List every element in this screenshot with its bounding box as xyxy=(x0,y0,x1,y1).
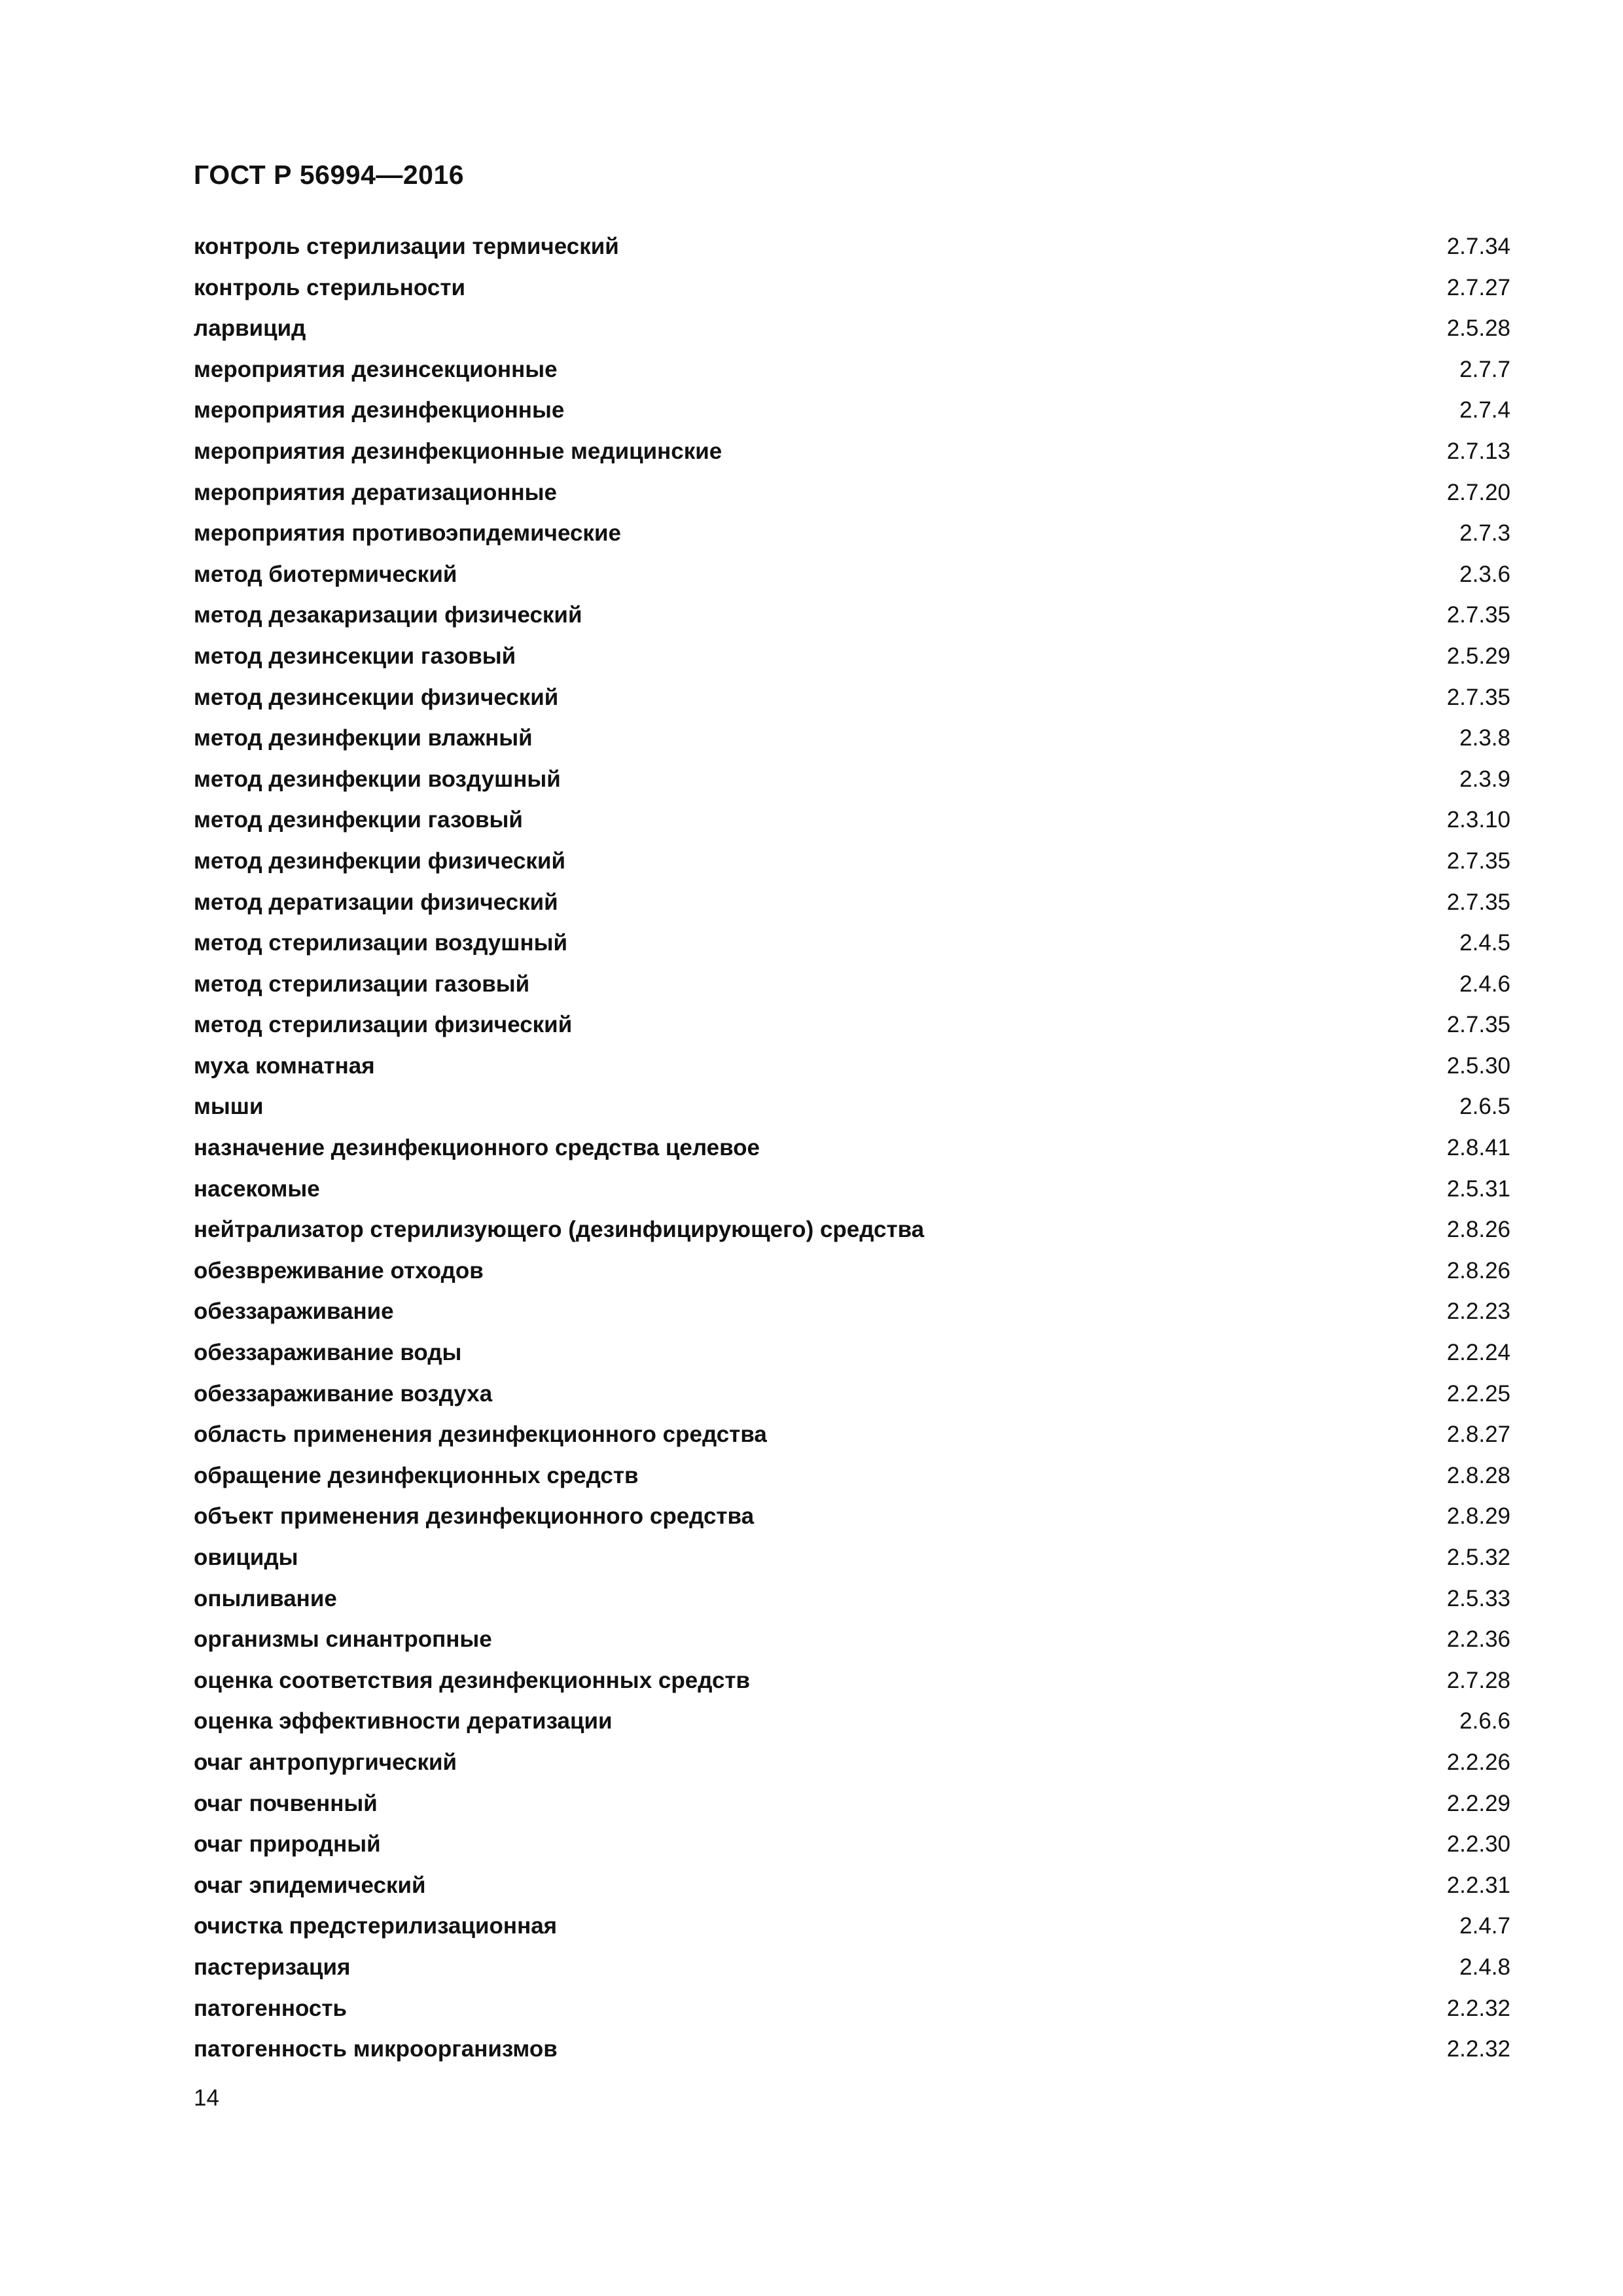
index-term: очаг эпидемический xyxy=(194,1872,426,1898)
index-entry xyxy=(194,308,1510,350)
index-entry xyxy=(194,390,1510,431)
index-ref: 2.2.32 xyxy=(1446,2036,1510,2062)
index-entry xyxy=(194,1333,1510,1374)
index-term: обезвреживание отходов xyxy=(194,1257,484,1283)
index-entry xyxy=(194,350,1510,391)
index-ref: 2.5.30 xyxy=(1446,1052,1510,1079)
index-ref: 2.2.32 xyxy=(1446,1995,1510,2021)
index-entry xyxy=(194,759,1510,800)
index-ref: 2.8.27 xyxy=(1446,1422,1510,1448)
index-entry xyxy=(194,1701,1510,1742)
index-entry xyxy=(194,1824,1510,1865)
index-ref: 2.6.5 xyxy=(1459,1094,1510,1120)
index-ref: 2.2.24 xyxy=(1446,1340,1510,1366)
index-ref: 2.8.28 xyxy=(1446,1462,1510,1488)
index-ref: 2.6.6 xyxy=(1459,1708,1510,1734)
index-entry xyxy=(194,636,1510,677)
index-term: патогенность xyxy=(194,1995,348,2021)
index-entry xyxy=(194,1784,1510,1825)
index-term: метод стерилизации физический xyxy=(194,1012,573,1038)
index-term: мероприятия дератизационные xyxy=(194,479,558,505)
index-ref: 2.4.5 xyxy=(1459,930,1510,956)
index-term: метод дератизации физический xyxy=(194,889,558,915)
index-ref: 2.4.7 xyxy=(1459,1913,1510,1939)
index-term: обеззараживание воды xyxy=(194,1340,462,1366)
index-term: мыши xyxy=(194,1094,264,1120)
index-term: метод стерилизации воздушный xyxy=(194,930,568,956)
index-term: назначение дезинфекционного средства целевое xyxy=(194,1135,760,1161)
index-term: опыливание xyxy=(194,1585,337,1611)
index-term: обращение дезинфекционных средств xyxy=(194,1462,639,1488)
index-ref: 2.7.35 xyxy=(1446,602,1510,628)
index-ref: 2.7.20 xyxy=(1446,479,1510,505)
index-term: пастеризация xyxy=(194,1954,351,1980)
index-term: контроль стерилизации термический xyxy=(194,234,619,259)
index-term: мероприятия дезинсекционные xyxy=(194,356,558,382)
index-ref: 2.3.9 xyxy=(1459,766,1510,792)
index-ref: 2.2.30 xyxy=(1446,1831,1510,1857)
index-ref: 2.5.33 xyxy=(1446,1585,1510,1611)
index-ref: 2.7.13 xyxy=(1446,438,1510,464)
index-term: патогенность микроорганизмов xyxy=(194,2036,558,2062)
index-term: метод стерилизации газовый xyxy=(194,971,530,997)
index-term: овициды xyxy=(194,1545,298,1570)
index-entry xyxy=(194,1414,1510,1456)
index-entry xyxy=(194,1210,1510,1251)
index-term: очаг антропургический xyxy=(194,1749,457,1775)
index-term: очаг природный xyxy=(194,1831,381,1857)
index-entry xyxy=(194,882,1510,924)
index-ref: 2.2.26 xyxy=(1446,1749,1510,1775)
index-entry xyxy=(194,718,1510,759)
index-entry xyxy=(194,226,1510,268)
index-ref: 2.7.35 xyxy=(1446,1012,1510,1038)
index-ref: 2.4.8 xyxy=(1459,1954,1510,1980)
index-entry xyxy=(194,1005,1510,1046)
index-entry xyxy=(194,431,1510,473)
index-entry xyxy=(194,1374,1510,1415)
index-ref: 2.7.28 xyxy=(1446,1667,1510,1693)
index-term: оценка эффективности дератизации xyxy=(194,1708,613,1734)
index-ref: 2.3.10 xyxy=(1446,807,1510,833)
index-entry xyxy=(194,1086,1510,1128)
index-term: мероприятия дезинфекционные xyxy=(194,397,565,423)
index-ref: 2.7.35 xyxy=(1446,889,1510,915)
index-ref: 2.7.34 xyxy=(1446,234,1510,259)
index-ref: 2.5.28 xyxy=(1446,315,1510,342)
index-term: область применения дезинфекционного средства xyxy=(194,1422,767,1448)
index-ref: 2.3.8 xyxy=(1459,725,1510,751)
index-ref: 2.8.26 xyxy=(1446,1217,1510,1243)
index-ref: 2.7.35 xyxy=(1446,848,1510,874)
index-term: очистка предстерилизационная xyxy=(194,1913,558,1939)
index-entry xyxy=(194,554,1510,596)
index-entry xyxy=(194,1742,1510,1784)
index-ref: 2.7.27 xyxy=(1446,274,1510,300)
index-ref: 2.2.36 xyxy=(1446,1626,1510,1653)
index-term: метод дезинсекции газовый xyxy=(194,643,516,669)
index-entry xyxy=(194,1169,1510,1210)
index-entry xyxy=(194,677,1510,719)
index-ref: 2.5.29 xyxy=(1446,643,1510,669)
index-entry xyxy=(194,800,1510,841)
index-ref: 2.2.31 xyxy=(1446,1872,1510,1898)
index-entry xyxy=(194,473,1510,514)
index-ref: 2.2.29 xyxy=(1446,1790,1510,1816)
index-term: метод дезинфекции влажный xyxy=(194,725,533,751)
index-entry xyxy=(194,1579,1510,1620)
index-ref: 2.5.32 xyxy=(1446,1545,1510,1570)
index-entry xyxy=(194,964,1510,1005)
index-term: насекомые xyxy=(194,1175,320,1202)
page-number: 14 xyxy=(194,2085,219,2111)
index-ref: 2.4.6 xyxy=(1459,971,1510,997)
index-ref: 2.3.6 xyxy=(1459,561,1510,587)
index-term: обеззараживание воздуха xyxy=(194,1380,493,1407)
index-term: очаг почвенный xyxy=(194,1790,378,1816)
index-ref: 2.2.25 xyxy=(1446,1380,1510,1407)
index-ref: 2.5.31 xyxy=(1446,1175,1510,1202)
index-term: мероприятия дезинфекционные медицинские xyxy=(194,438,722,464)
index-entry xyxy=(194,595,1510,636)
index-term: метод дезинфекции воздушный xyxy=(194,766,561,792)
index-ref: 2.7.35 xyxy=(1446,684,1510,710)
index-term: оценка соответствия дезинфекционных средств xyxy=(194,1667,751,1693)
index-entry xyxy=(194,1456,1510,1497)
index-entry xyxy=(194,1660,1510,1702)
index-term: ларвицид xyxy=(194,315,306,342)
index-term: контроль стерильности xyxy=(194,274,465,300)
index-term: муха комнатная xyxy=(194,1052,375,1079)
index-entry xyxy=(194,1128,1510,1169)
index-entry xyxy=(194,1537,1510,1579)
index-term: метод дезакаризации физический xyxy=(194,602,582,628)
index-term: объект применения дезинфекционного средства xyxy=(194,1503,755,1530)
index-entry xyxy=(194,2029,1510,2070)
index-entry xyxy=(194,1046,1510,1087)
index-term: метод дезинфекции газовый xyxy=(194,807,523,833)
index-entry xyxy=(194,1291,1510,1333)
index-entry xyxy=(194,1251,1510,1292)
index-entry xyxy=(194,1865,1510,1907)
document-header: ГОСТ Р 56994—2016 xyxy=(194,160,465,190)
index-entry xyxy=(194,268,1510,309)
index-term: метод дезинфекции физический xyxy=(194,848,565,874)
index-entry xyxy=(194,1906,1510,1947)
index-ref: 2.8.41 xyxy=(1446,1135,1510,1161)
index-ref: 2.8.29 xyxy=(1446,1503,1510,1530)
index-entry xyxy=(194,923,1510,964)
index-entry xyxy=(194,1619,1510,1660)
index-ref: 2.2.23 xyxy=(1446,1299,1510,1325)
index-ref: 2.8.26 xyxy=(1446,1257,1510,1283)
index-entry xyxy=(194,513,1510,554)
index-ref: 2.7.4 xyxy=(1459,397,1510,423)
index-term: обеззараживание xyxy=(194,1299,394,1325)
index-entry xyxy=(194,1496,1510,1537)
index-entry xyxy=(194,1947,1510,1988)
index-ref: 2.7.7 xyxy=(1459,356,1510,382)
index-term: организмы синантропные xyxy=(194,1626,492,1653)
index-entry xyxy=(194,1988,1510,2030)
alphabetical-index xyxy=(194,226,1510,2070)
index-entry xyxy=(194,841,1510,882)
index-term: метод биотермический xyxy=(194,561,457,587)
index-term: нейтрализатор стерилизующего (дезинфицирующего) средства xyxy=(194,1217,925,1243)
index-ref: 2.7.3 xyxy=(1459,520,1510,547)
index-term: мероприятия противоэпидемические xyxy=(194,520,621,547)
index-term: метод дезинсекции физический xyxy=(194,684,559,710)
